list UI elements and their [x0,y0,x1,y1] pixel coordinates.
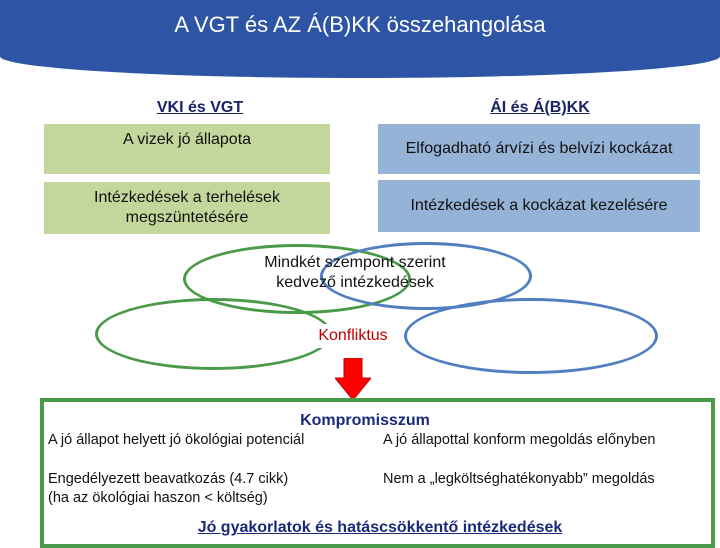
pressure-measures-box [44,182,330,234]
acceptable-risk-box [378,124,700,174]
risk-measures-box [378,180,700,232]
compromise-heading: Kompromisszum [300,412,430,429]
pressure-measures-text: Intézkedések a terhelések megszüntetésére [94,189,280,226]
ecological-potential-text: A jó állapot helyett jó ökológiai potenciál [48,432,305,448]
ecological-benefit-condition-text: (ha az ökológiai haszon < költség) [48,490,268,506]
permitted-intervention-text: Engedélyezett beavatkozás (4.7 cikk) [48,471,289,487]
not-most-cost-effective-text: Nem a „legköltséghatékonyabb” megoldás [383,471,655,487]
good-practices-footer: Jó gyakorlatok és hatáscsökkentő intézkedések [197,519,563,536]
blue-ellipse-bottom [404,298,658,374]
both-aspects-label: Mindkét szempont szerint kedvező intézkedések [264,254,446,291]
risk-measures-text: Intézkedések a kockázat kezelésére [410,197,668,214]
conform-solution-text: A jó állapottal konform megoldás előnyben [383,432,656,448]
good-status-box [44,124,330,174]
green-ellipse-bottom [95,298,332,370]
down-arrow-icon [335,358,371,400]
page-title: A VGT és AZ Á(B)KK összehangolása [174,12,546,37]
good-status-text: A vizek jó állapota [122,131,252,148]
conflict-label: Konfliktus [311,324,395,348]
acceptable-risk-text: Elfogadható árvízi és belvízi kockázat [405,140,673,157]
left-column-heading: VKI és VGT [156,99,244,116]
right-column-heading: ÁI és Á(B)KK [490,99,590,116]
